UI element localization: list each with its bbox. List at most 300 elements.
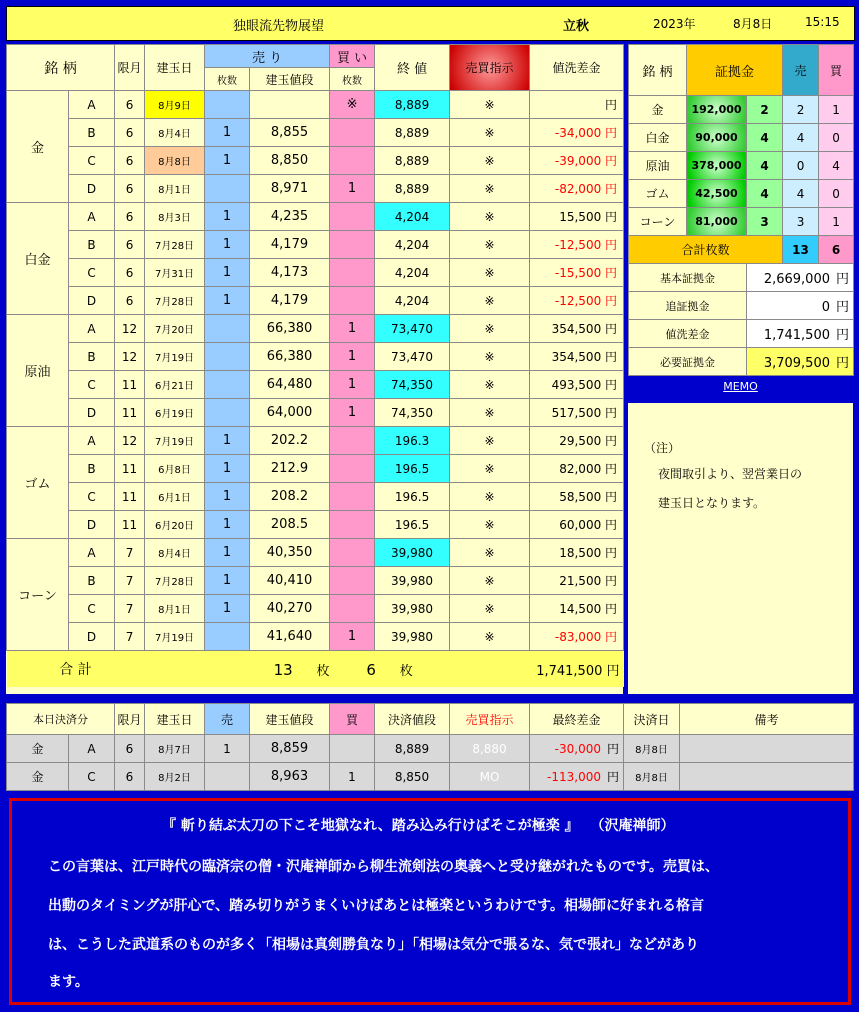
row-close: 4,204 [375, 287, 450, 315]
settle-col-sell: 売 [205, 704, 250, 735]
quote-panel [9, 798, 851, 1005]
row-letter: D [69, 175, 115, 203]
row-open-date: 8月8日 [145, 147, 205, 175]
position-row [7, 399, 624, 427]
memo-panel [628, 403, 853, 694]
margin-row [629, 208, 854, 236]
position-row [7, 91, 624, 119]
row-close: 4,204 [375, 259, 450, 287]
row-diff: -12,500 円 [530, 287, 624, 315]
row-buy-qty [330, 567, 375, 595]
row-sell-qty: 1 [205, 287, 250, 315]
row-diff: 82,000 円 [530, 455, 624, 483]
total-sell [145, 651, 330, 688]
total-amount [450, 651, 624, 688]
position-row [7, 483, 624, 511]
col-month: 限月 [115, 45, 145, 91]
row-month: 11 [115, 511, 145, 539]
row-open-date: 8月9日 [145, 91, 205, 119]
row-instruction: ※ [450, 455, 530, 483]
row-diff: 354,500 円 [530, 343, 624, 371]
row-instruction: ※ [450, 343, 530, 371]
margin-row [629, 124, 854, 152]
row-letter: D [69, 399, 115, 427]
row-buy-qty: 1 [330, 623, 375, 651]
row-letter: B [69, 119, 115, 147]
col-instruction-label: 売買指示 [465, 61, 514, 75]
row-instruction: ※ [450, 371, 530, 399]
row-sell-qty: 1 [205, 147, 250, 175]
row-open-price: 40,350 [250, 539, 330, 567]
summary-label: 追証拠金 [629, 292, 747, 320]
positions-body [7, 91, 624, 651]
row-diff: -34,000 円 [530, 119, 624, 147]
row-buy-qty [330, 287, 375, 315]
settle-price: 8,963 [250, 763, 330, 791]
row-open-date: 7月19日 [145, 343, 205, 371]
row-buy-qty [330, 259, 375, 287]
row-diff: -83,000 円 [530, 623, 624, 651]
row-sell-qty: 1 [205, 203, 250, 231]
row-buy-qty [330, 595, 375, 623]
row-open-date: 7月28日 [145, 231, 205, 259]
row-buy-qty [330, 427, 375, 455]
position-row [7, 539, 624, 567]
row-buy-qty [330, 231, 375, 259]
settle-col-final: 最終差金 [530, 704, 624, 735]
summary-amount: 2,669,000 [763, 272, 830, 287]
row-close: 39,980 [375, 539, 450, 567]
margin-buy: 1 [819, 208, 854, 236]
date-label: 8月8日 [733, 17, 773, 31]
row-diff: 60,000 円 [530, 511, 624, 539]
row-diff: 15,500 円 [530, 203, 624, 231]
row-diff: 18,500 円 [530, 539, 624, 567]
row-month: 12 [115, 315, 145, 343]
row-open-price: 8,971 [250, 175, 330, 203]
summary-value [747, 348, 854, 376]
col-brand: 銘 柄 [7, 45, 115, 91]
row-letter: B [69, 231, 115, 259]
row-open-price: 66,380 [250, 343, 330, 371]
row-instruction: ※ [450, 399, 530, 427]
settle-buy: 1 [330, 763, 375, 791]
group-name: 金 [7, 91, 69, 203]
row-letter: C [69, 483, 115, 511]
row-month: 6 [115, 175, 145, 203]
summary-yen: 円 [836, 272, 850, 287]
settle-buy [330, 735, 375, 763]
position-row [7, 343, 624, 371]
row-diff: 円 [530, 91, 624, 119]
margin-sell: 3 [783, 208, 819, 236]
season-label: 立秋 [563, 19, 590, 34]
row-letter: C [69, 595, 115, 623]
row-buy-qty [330, 483, 375, 511]
row-open-date: 6月19日 [145, 399, 205, 427]
margin-amount: 192,000 [687, 96, 747, 124]
row-instruction: ※ [450, 147, 530, 175]
row-open-date: 8月3日 [145, 203, 205, 231]
position-row [7, 259, 624, 287]
row-sell-qty: 1 [205, 259, 250, 287]
margin-col-sell: 売 [783, 45, 819, 96]
settle-brand: 金 [7, 735, 69, 763]
row-month: 11 [115, 399, 145, 427]
row-letter: C [69, 259, 115, 287]
position-row [7, 427, 624, 455]
row-letter: A [69, 315, 115, 343]
row-close: 74,350 [375, 371, 450, 399]
col-instruction [450, 45, 530, 91]
row-sell-qty [205, 91, 250, 119]
margin-col-brand: 銘 柄 [629, 45, 687, 96]
row-diff: -15,500 円 [530, 259, 624, 287]
row-close: 39,980 [375, 595, 450, 623]
row-letter: B [69, 343, 115, 371]
row-letter: A [69, 427, 115, 455]
settle-col-instruction: 売買指示 [450, 704, 530, 735]
row-sell-qty: 1 [205, 595, 250, 623]
row-buy-qty: 1 [330, 343, 375, 371]
row-close: 39,980 [375, 567, 450, 595]
memo-line-2: 夜間取引より、翌営業日の [658, 467, 803, 481]
margin-brand: コーン [629, 208, 687, 236]
row-letter: D [69, 511, 115, 539]
margin-brand: 白金 [629, 124, 687, 152]
row-letter: A [69, 203, 115, 231]
row-sell-qty: 1 [205, 539, 250, 567]
summary-body [629, 264, 854, 376]
row-month: 6 [115, 231, 145, 259]
margin-amount: 81,000 [687, 208, 747, 236]
settle-col-date: 建玉日 [145, 704, 205, 735]
row-diff: 21,500 円 [530, 567, 624, 595]
row-sell-qty: 1 [205, 455, 250, 483]
settle-month: 6 [115, 763, 145, 791]
row-instruction: ※ [450, 595, 530, 623]
row-open-date: 7月19日 [145, 623, 205, 651]
row-close: 8,889 [375, 175, 450, 203]
year-label: 2023年 [653, 17, 696, 31]
margin-buy: 0 [819, 124, 854, 152]
row-close: 39,980 [375, 623, 450, 651]
position-row [7, 567, 624, 595]
row-open-price: 8,855 [250, 119, 330, 147]
col-open-date: 建玉日 [145, 45, 205, 91]
settle-settle: 8,850 [375, 763, 450, 791]
col-close: 終 値 [375, 45, 450, 91]
positions-panel [6, 44, 623, 694]
settle-month: 6 [115, 735, 145, 763]
row-diff: 29,500 円 [530, 427, 624, 455]
row-buy-qty [330, 511, 375, 539]
settle-instruction: MO [450, 763, 530, 791]
settle-letter: C [69, 763, 115, 791]
row-close: 8,889 [375, 147, 450, 175]
row-instruction: ※ [450, 623, 530, 651]
col-open-price: 建玉値段 [250, 68, 330, 91]
summary-amount: 0 [821, 300, 830, 315]
quote-line-4: ます。 [48, 974, 89, 990]
page-title: 独眼流先物展望 [233, 19, 325, 34]
settle-brand: 金 [7, 763, 69, 791]
row-open-date: 7月19日 [145, 427, 205, 455]
row-sell-qty: 1 [205, 567, 250, 595]
settle-col-sdate: 決済日 [624, 704, 680, 735]
row-diff: -12,500 円 [530, 231, 624, 259]
settle-col-settle: 決済値段 [375, 704, 450, 735]
col-buy: 買 い [330, 45, 375, 68]
row-buy-qty [330, 147, 375, 175]
row-close: 196.5 [375, 511, 450, 539]
count-buy: 6 [819, 236, 854, 264]
quote-line-3: は、こうした武道系のものが多く「相場は真剣勝負なり」「相場は気分で張るな、気で張れ」などがあり [48, 937, 699, 953]
settlement-row [7, 763, 854, 791]
row-month: 11 [115, 483, 145, 511]
settle-sdate: 8月8日 [624, 735, 680, 763]
row-open-date: 6月21日 [145, 371, 205, 399]
margin-sell: 4 [783, 180, 819, 208]
row-open-price: 4,179 [250, 287, 330, 315]
row-close: 4,204 [375, 231, 450, 259]
row-close: 4,204 [375, 203, 450, 231]
settle-col-price: 建玉値段 [250, 704, 330, 735]
row-close: 196.5 [375, 483, 450, 511]
summary-yen: 円 [836, 328, 850, 343]
row-month: 11 [115, 371, 145, 399]
row-letter: D [69, 623, 115, 651]
total-amount-yen: 円 [606, 663, 620, 679]
row-month: 7 [115, 539, 145, 567]
margin-ratio: 4 [747, 124, 783, 152]
row-sell-qty [205, 343, 250, 371]
group-name: 原油 [7, 315, 69, 427]
total-row [7, 651, 145, 688]
margin-amount: 42,500 [687, 180, 747, 208]
row-diff: 14,500 円 [530, 595, 624, 623]
row-open-date: 8月1日 [145, 175, 205, 203]
total-label: 合 計 [59, 662, 92, 678]
settle-sell: 1 [205, 735, 250, 763]
margin-buy: 0 [819, 180, 854, 208]
settle-final-yen: 円 [606, 770, 619, 784]
row-buy-qty [330, 539, 375, 567]
settle-price: 8,859 [250, 735, 330, 763]
row-buy-qty: ※ [330, 91, 375, 119]
row-sell-qty: 1 [205, 231, 250, 259]
settle-note [680, 763, 854, 791]
position-row [7, 511, 624, 539]
row-instruction: ※ [450, 567, 530, 595]
summary-label: 値洗差金 [629, 320, 747, 348]
settle-letter: A [69, 735, 115, 763]
settle-sdate: 8月8日 [624, 763, 680, 791]
quote-line-1: この言葉は、江戸時代の臨済宗の僧・沢庵禅師から柳生流剣法の奥義へと受け継がれたものです。売買は、 [48, 859, 719, 875]
position-row [7, 203, 624, 231]
margin-sell: 4 [783, 124, 819, 152]
settle-col-label: 本日決済分 [7, 704, 115, 735]
margin-ratio: 4 [747, 152, 783, 180]
row-sell-qty [205, 371, 250, 399]
row-letter: A [69, 539, 115, 567]
row-open-price: 40,410 [250, 567, 330, 595]
position-row [7, 455, 624, 483]
row-sell-qty: 1 [205, 483, 250, 511]
row-letter: B [69, 567, 115, 595]
summary-label: 必要証拠金 [629, 348, 747, 376]
count-sell: 13 [783, 236, 819, 264]
settle-instruction: 8,880 [450, 735, 530, 763]
margin-row [629, 152, 854, 180]
position-row [7, 175, 624, 203]
row-buy-qty [330, 203, 375, 231]
row-sell-qty: 1 [205, 427, 250, 455]
row-buy-qty: 1 [330, 175, 375, 203]
row-letter: D [69, 287, 115, 315]
row-open-price: 8,850 [250, 147, 330, 175]
margin-buy: 1 [819, 96, 854, 124]
row-close: 73,470 [375, 343, 450, 371]
row-diff: -82,000 円 [530, 175, 624, 203]
margin-row [629, 96, 854, 124]
margin-brand: 金 [629, 96, 687, 124]
margin-col-buy: 買 [819, 45, 854, 96]
memo-line-1: （注） [644, 441, 681, 455]
row-close: 74,350 [375, 399, 450, 427]
summary-value [747, 264, 854, 292]
summary-label: 基本証拠金 [629, 264, 747, 292]
margin-buy: 4 [819, 152, 854, 180]
margin-col-margin: 証拠金 [687, 45, 783, 96]
settle-note [680, 735, 854, 763]
position-row [7, 147, 624, 175]
settle-final [530, 763, 624, 791]
row-instruction: ※ [450, 315, 530, 343]
row-open-price: 40,270 [250, 595, 330, 623]
row-month: 6 [115, 91, 145, 119]
time-label: 15:15 [805, 15, 840, 29]
row-diff: 58,500 円 [530, 483, 624, 511]
header-bar [6, 6, 855, 41]
row-open-price: 202.2 [250, 427, 330, 455]
margin-brand: ゴム [629, 180, 687, 208]
row-close: 196.3 [375, 427, 450, 455]
row-open-price: 212.9 [250, 455, 330, 483]
margin-row [629, 180, 854, 208]
count-label: 合計枚数 [629, 236, 783, 264]
margin-amount: 90,000 [687, 124, 747, 152]
settlement-table [6, 703, 854, 791]
row-sell-qty: 1 [205, 119, 250, 147]
margin-sell: 0 [783, 152, 819, 180]
row-open-price: 4,173 [250, 259, 330, 287]
settle-date: 8月2日 [145, 763, 205, 791]
settlement-body [7, 735, 854, 791]
position-row [7, 315, 624, 343]
row-close: 196.5 [375, 455, 450, 483]
row-instruction: ※ [450, 539, 530, 567]
col-sell-qty: 枚数 [205, 68, 250, 91]
col-diff: 値洗差金 [530, 45, 624, 91]
row-open-date: 7月28日 [145, 287, 205, 315]
row-open-date: 7月20日 [145, 315, 205, 343]
positions-table [6, 44, 624, 687]
row-close: 73,470 [375, 315, 450, 343]
summary-value [747, 292, 854, 320]
row-open-price: 4,235 [250, 203, 330, 231]
row-buy-qty [330, 455, 375, 483]
position-row [7, 371, 624, 399]
settle-sell [205, 763, 250, 791]
row-open-price: 208.5 [250, 511, 330, 539]
margin-body [629, 96, 854, 236]
settlement-panel [6, 703, 853, 791]
row-open-date: 7月28日 [145, 567, 205, 595]
row-open-price: 64,480 [250, 371, 330, 399]
row-instruction: ※ [450, 259, 530, 287]
memo-line-3: 建玉日となります。 [658, 496, 766, 510]
row-instruction: ※ [450, 175, 530, 203]
group-name: 白金 [7, 203, 69, 315]
memo-link[interactable]: MEMO [723, 380, 758, 393]
row-month: 6 [115, 147, 145, 175]
position-row [7, 623, 624, 651]
margin-amount: 378,000 [687, 152, 747, 180]
row-month: 6 [115, 259, 145, 287]
row-open-date: 8月4日 [145, 539, 205, 567]
row-open-date: 8月1日 [145, 595, 205, 623]
row-open-price: 64,000 [250, 399, 330, 427]
row-open-date: 6月1日 [145, 483, 205, 511]
row-open-date: 6月20日 [145, 511, 205, 539]
settle-col-month: 限月 [115, 704, 145, 735]
summary-row [629, 264, 854, 292]
summary-row [629, 320, 854, 348]
margin-ratio: 2 [747, 96, 783, 124]
row-open-date: 7月31日 [145, 259, 205, 287]
row-sell-qty [205, 315, 250, 343]
row-instruction: ※ [450, 91, 530, 119]
row-instruction: ※ [450, 427, 530, 455]
row-month: 6 [115, 287, 145, 315]
summary-yen: 円 [836, 356, 850, 371]
summary-amount: 1,741,500 [763, 328, 830, 343]
row-open-price: 208.2 [250, 483, 330, 511]
total-buy-count: 6 [366, 660, 376, 679]
group-name: ゴム [7, 427, 69, 539]
summary-amount: 3,709,500 [763, 356, 830, 371]
row-instruction: ※ [450, 203, 530, 231]
position-row [7, 231, 624, 259]
summary-row [629, 348, 854, 376]
row-month: 6 [115, 119, 145, 147]
row-instruction: ※ [450, 119, 530, 147]
settle-final-yen: 円 [606, 742, 619, 756]
row-sell-qty [205, 175, 250, 203]
row-open-price: 66,380 [250, 315, 330, 343]
row-instruction: ※ [450, 231, 530, 259]
row-buy-qty [330, 119, 375, 147]
row-sell-qty [205, 399, 250, 427]
row-letter: A [69, 91, 115, 119]
margin-ratio: 3 [747, 208, 783, 236]
row-month: 11 [115, 455, 145, 483]
summary-value [747, 320, 854, 348]
row-month: 12 [115, 427, 145, 455]
row-month: 7 [115, 623, 145, 651]
row-instruction: ※ [450, 511, 530, 539]
